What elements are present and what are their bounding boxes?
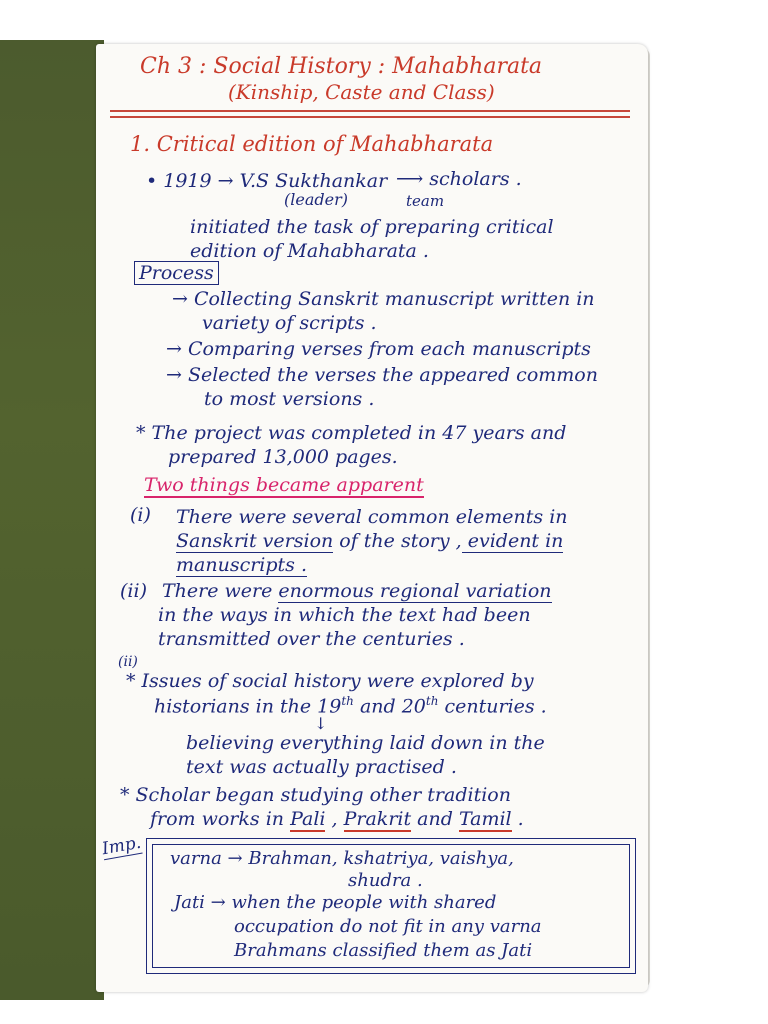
point-i-line-1: There were several common elements in bbox=[176, 506, 568, 528]
project-note-1: * The project was completed in 47 years and bbox=[136, 422, 567, 444]
point-i-marker: (i) bbox=[130, 504, 151, 526]
initiated-line-1: initiated the task of preparing critical bbox=[190, 216, 554, 238]
process-item-1: → Collecting Sanskrit manuscript written in bbox=[172, 288, 595, 310]
jati-line-1: Jati → when the people with shared bbox=[174, 892, 497, 913]
process-item-2: → Comparing verses from each manuscripts bbox=[166, 338, 591, 360]
point-ii-line-2: in the ways in which the text had been bbox=[158, 604, 531, 626]
two-things-heading: Two things became apparent bbox=[144, 474, 424, 496]
team-label: team bbox=[406, 192, 445, 210]
project-note-2: prepared 13,000 pages. bbox=[168, 446, 398, 468]
chapter-subtitle: (Kinship, Caste and Class) bbox=[228, 80, 495, 104]
star-mark-annotation: (ii) bbox=[118, 654, 138, 670]
varna-line-1: varna → Brahman, kshatriya, vaishya, bbox=[170, 848, 514, 869]
believing-line-1: believing everything laid down in the bbox=[186, 732, 545, 754]
point-ii-line-3: transmitted over the centuries . bbox=[158, 628, 465, 650]
header-rule-bottom bbox=[110, 116, 630, 118]
chapter-title: Ch 3 : Social History : Mahabharata bbox=[140, 54, 543, 79]
scholar-line-2: from works in Pali , Prakrit and Tamil . bbox=[150, 808, 524, 830]
leader-label: (leader) bbox=[284, 190, 348, 209]
process-item-3-cont: to most versions . bbox=[204, 388, 375, 410]
believing-line-2: text was actually practised . bbox=[186, 756, 457, 778]
process-item-3: → Selected the verses the appeared common bbox=[166, 364, 598, 386]
jati-line-2: occupation do not fit in any varna bbox=[234, 916, 542, 937]
point-i-line-2: Sanskrit version of the story , evident in bbox=[176, 530, 564, 552]
point-ii-marker: (ii) bbox=[120, 580, 147, 602]
notebook-page bbox=[96, 44, 648, 992]
point-i-line-3: manuscripts . bbox=[176, 554, 307, 576]
jati-line-3: Brahmans classified them as Jati bbox=[234, 940, 533, 961]
section-heading: 1. Critical edition of Mahabharata bbox=[130, 132, 494, 156]
varna-line-2: shudra . bbox=[348, 870, 423, 891]
initiated-line-2: edition of Mahabharata . bbox=[190, 240, 429, 262]
timeline-arrow-scholars: ⟶ scholars . bbox=[396, 168, 522, 190]
point-ii-line-1: There were enormous regional variation bbox=[162, 580, 552, 602]
timeline-bullet: • 1919 → V.S Sukthankar bbox=[146, 170, 388, 192]
imp-label: Imp. bbox=[100, 832, 143, 860]
down-arrow-icon: ↓ bbox=[314, 714, 328, 733]
social-history-line-2: historians in the 19th and 20th centuries . bbox=[154, 694, 547, 718]
header-rule-top bbox=[110, 110, 630, 112]
scholar-line-1: * Scholar began studying other tradition bbox=[120, 784, 511, 806]
process-label: Process bbox=[134, 262, 219, 284]
social-history-line-1: * Issues of social history were explored by bbox=[126, 670, 534, 692]
process-item-1-cont: variety of scripts . bbox=[202, 312, 377, 334]
desk-background bbox=[0, 40, 104, 1000]
